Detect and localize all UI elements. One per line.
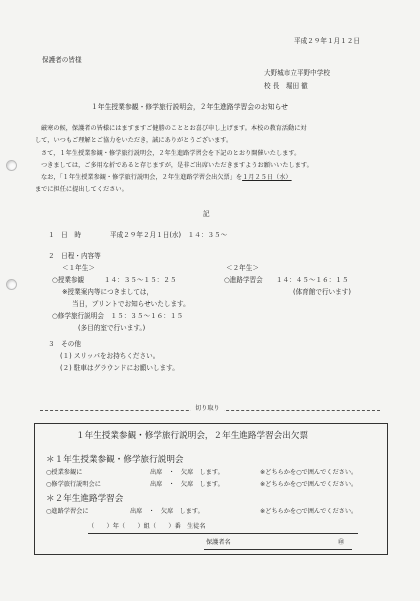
venue-note: (体育館で行います) <box>293 288 351 296</box>
career-session-time: ○進路学習会 １４：４５～１６：１５ <box>224 276 349 284</box>
lesson-note-2: 当日，プリントでお知らせいたします。 <box>72 300 190 308</box>
document-title: １年生授業参観・修学旅行説明会，２年生進路学習会のお知らせ <box>91 103 288 111</box>
cut-label: 切り取り <box>191 406 224 412</box>
form-section-grade2: ＊２年生進路学習会 <box>46 494 124 504</box>
student-name-underline <box>88 533 358 534</box>
body-line: つきましては，ご多用な折であると存じますが，是非ご出席いただきますようお願いいたします。 <box>41 162 313 169</box>
body-line: なお，「１年生授業参観・修学旅行説明会，２年生進路学習会出欠票」を <box>41 174 243 181</box>
grade1-header: ＜１年生＞ <box>62 264 95 272</box>
principal-name: 校 長 堀田 徹 <box>264 82 308 90</box>
lesson-note: ※授業案内等につきましては， <box>62 288 154 296</box>
row-label-trip[interactable]: ○修学旅行説明会に <box>46 481 101 488</box>
other-item: (１) スリッパをお持ちください。 <box>60 352 160 360</box>
form-title: １年生授業参観・修学旅行説明会，２年生進路学習会出欠票 <box>76 431 309 441</box>
attendance-choice-trip[interactable]: 出席 ・ 欠席 します。 <box>150 481 224 488</box>
section-datetime-value: 平成２９年２月１日(水) １４：３５～ <box>110 231 228 239</box>
document-date: 平成２９年１月１２日 <box>294 37 360 45</box>
section-datetime-label: １ 日 時 <box>48 231 81 239</box>
choice-note: ※どちらかを○で囲んでください。 <box>260 508 358 515</box>
grade2-header: ＜２年生＞ <box>226 264 259 272</box>
body-line: して，いつもご理解とご協力をいただき，誠にありがとうございます。 <box>35 137 233 144</box>
guardian-name-label: 保護者名 <box>206 539 231 546</box>
attendance-form <box>34 423 388 555</box>
punch-hole <box>6 160 17 171</box>
lesson-visit-time: ○授業参観 １４：３５～１５：２５ <box>52 276 177 284</box>
body-line-with-deadline <box>41 175 292 181</box>
addressee: 保護者の皆様 <box>42 56 82 64</box>
attendance-choice-career[interactable]: 出席 ・ 欠席 します。 <box>130 508 204 515</box>
guardian-name-underline[interactable] <box>204 549 352 550</box>
body-line: さて，１年生授業参観・修学旅行説明会，２年生進路学習会を下記のとおり開催いたします。 <box>41 150 301 157</box>
row-label-lesson[interactable]: ○授業参観に <box>46 469 83 476</box>
seal-mark: ㊞ <box>338 539 345 546</box>
section-schedule-label: ２ 日程・内容等 <box>48 252 101 260</box>
punch-hole <box>6 279 17 290</box>
submission-deadline: １月２５日（水） <box>242 174 292 181</box>
school-name: 大野城市立平野中学校 <box>264 69 330 77</box>
trip-session-time: ○修学旅行説明会 １５：３５～１６：１５ <box>52 312 184 320</box>
student-name-field[interactable]: （ ）年（ ）組（ ）番 生徒名 <box>88 523 206 530</box>
choice-note: ※どちらかを○で囲んでください。 <box>260 481 358 488</box>
form-section-grade1: ＊１年生授業参観・修学旅行説明会 <box>46 455 184 465</box>
trip-note: (多目的室で行います。) <box>78 324 146 332</box>
section-other-label: ３ その他 <box>48 340 81 348</box>
ki-mark: 記 <box>203 210 210 218</box>
choice-note: ※どちらかを○で囲んでください。 <box>260 469 358 476</box>
body-line: 厳寒の候，保護者の皆様にはますますご健勝のこととお喜び申し上げます。本校の教育活動に対 <box>41 125 307 132</box>
body-line: までに担任に提出してください。 <box>35 186 128 193</box>
other-item: (２) 駐車はグラウンドにお願いします。 <box>60 364 179 372</box>
attendance-choice-lesson[interactable]: 出席 ・ 欠席 します。 <box>150 469 224 476</box>
row-label-career[interactable]: ○進路学習会に <box>46 508 89 515</box>
